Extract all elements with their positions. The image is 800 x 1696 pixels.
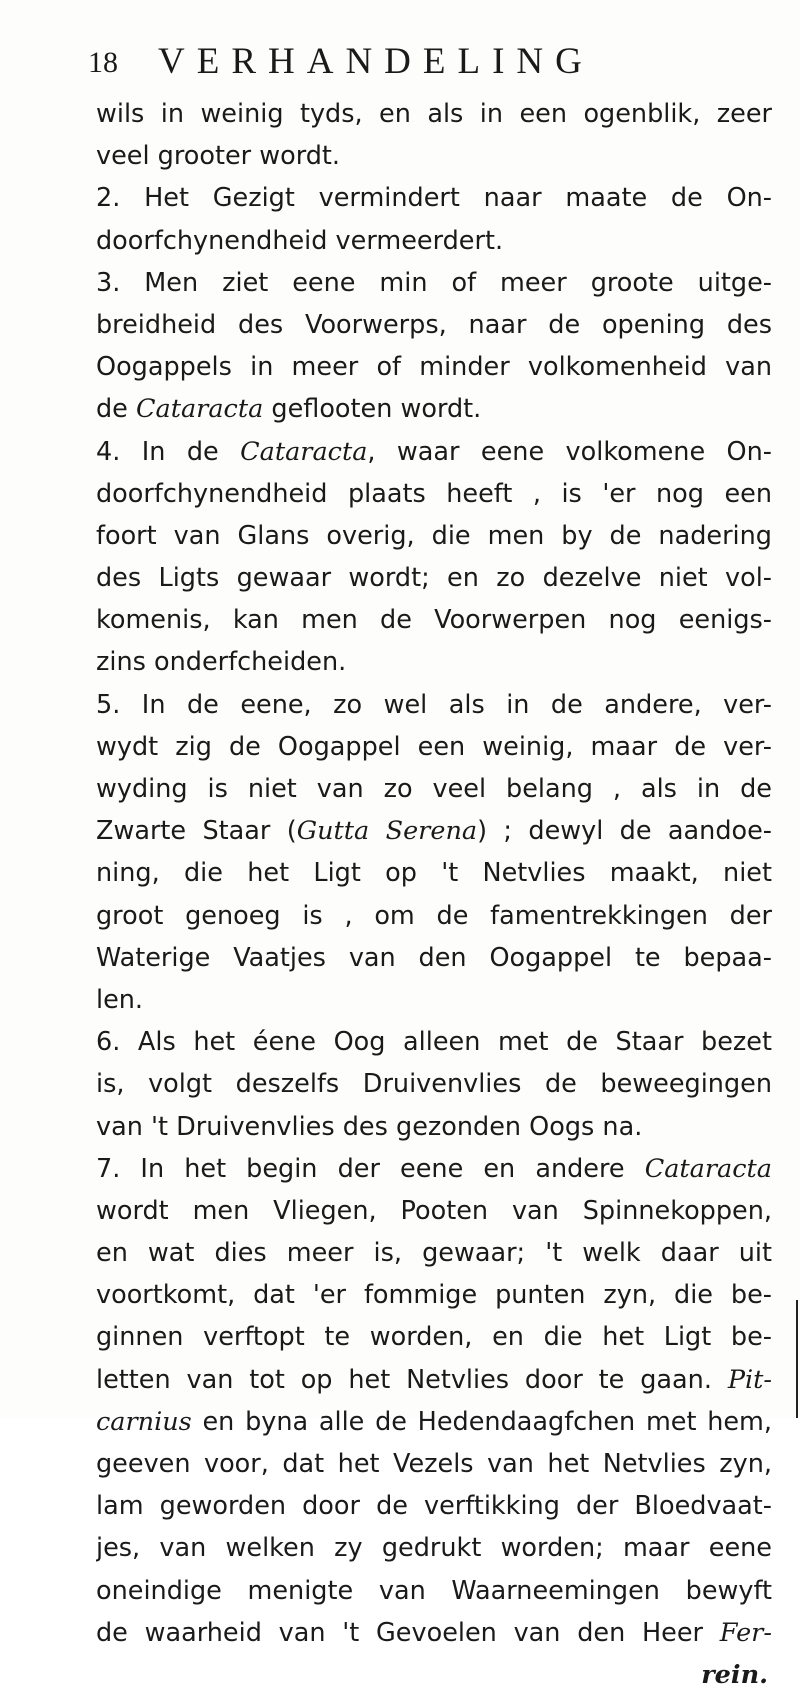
text-segment: Zwarte Staar ( (96, 816, 297, 847)
text-line: 5. In de eene, zo wel als in de andere, ver- (96, 689, 772, 720)
text-segment: 7. In het begin der eene en andere (96, 1153, 645, 1184)
text-line: en wat dies meer is, gewaar; 't welk daar uit (96, 1238, 772, 1269)
text-line: oneindige menigte van Waarneemingen bewyft (96, 1575, 772, 1606)
text-segment: en byna alle de Hedendaagfchen met hem, (191, 1406, 772, 1437)
text-line (96, 1612, 772, 1654)
text-line: wils in weinig tyds, en als in een ogenblik, zeer (96, 99, 772, 129)
text-line: 3. Men ziet eene min of meer groote uitge- (96, 267, 772, 298)
italic-term: Cataracta (644, 1153, 772, 1184)
text-line: 2. Het Gezigt vermindert naar maate de On- (96, 183, 772, 214)
text-line: doorfchynendheid vermeerdert. (96, 225, 504, 256)
catchword: rein. (701, 1659, 768, 1690)
text-line: ginnen verftopt te worden, en die het Ligt be- (96, 1322, 772, 1353)
text-line: foort van Glans overig, die men by de nadering (96, 520, 772, 551)
text-line (96, 431, 772, 473)
text-line: wyding is niet van zo veel belang , als in de (96, 774, 772, 804)
italic-term: Gutta Serena (296, 816, 478, 847)
text-line: voortkomt, dat 'er fommige punten zyn, die be- (96, 1280, 772, 1311)
running-head (88, 32, 768, 90)
text-line: groot genoeg is , om de famentrekkingen der (96, 900, 772, 931)
text-line (96, 1401, 772, 1443)
text-line: des Ligts gewaar wordt; en zo dezelve niet vol- (96, 563, 772, 594)
text-line (96, 1359, 772, 1401)
page-number: 18 (88, 46, 118, 79)
italic-term: Pit- (727, 1364, 772, 1395)
text-line: 6. Als het éene Oog alleen met de Staar bezet (96, 1027, 772, 1058)
italic-term: carnius (96, 1406, 192, 1437)
italic-term: Fer- (719, 1617, 772, 1648)
text-segment: de (96, 394, 136, 425)
text-line: komenis, kan men de Voorwerpen nog eenigs- (96, 605, 772, 636)
text-line: geeven voor, dat het Vezels van het Netvlies zyn, (96, 1449, 772, 1479)
text-line: lam geworden door de verftikking der Bloedvaat- (96, 1491, 772, 1522)
text-line: Oogappels in meer of minder volkomenheid van (96, 352, 772, 383)
text-line: veel grooter wordt. (96, 141, 341, 172)
text-line (96, 1148, 772, 1190)
text-line (96, 388, 772, 430)
running-title: VERHANDELING (158, 41, 594, 82)
text-line: len. (96, 984, 144, 1015)
text-segment: ) ; dewyl de aandoe- (477, 816, 772, 847)
text-line: jes, van welken zy gedrukt worden; maar eene (96, 1533, 772, 1564)
italic-term: Cataracta (240, 436, 368, 467)
text-line: van 't Druivenvlies des gezonden Oogs na. (96, 1111, 643, 1142)
body-text (96, 93, 772, 1696)
text-segment: de waarheid van 't Gevoelen van den Heer (96, 1617, 720, 1648)
text-segment: geflooten wordt. (263, 394, 482, 425)
page-edge-shadow (796, 1300, 798, 1418)
text-line: breidheid des Voorwerps, naar de opening des (96, 309, 772, 340)
text-segment: , waar eene volkomene On- (367, 436, 772, 467)
text-line: is, volgt deszelfs Druivenvlies de beweegingen (96, 1069, 772, 1100)
text-line: ning, die het Ligt op 't Netvlies maakt, niet (96, 858, 772, 889)
text-line (96, 810, 772, 852)
text-line: wydt zig de Oogappel een weinig, maar de ver- (96, 731, 772, 762)
text-segment: 4. In de (96, 436, 241, 467)
text-line: zins onderfcheiden. (96, 647, 347, 678)
text-line: wordt men Vliegen, Pooten van Spinnekoppen, (96, 1195, 772, 1226)
text-segment: letten van tot op het Netvlies door te gaan. (96, 1364, 728, 1395)
text-line: doorfchynendheid plaats heeft , is 'er nog een (96, 478, 772, 509)
text-line: Waterige Vaatjes van den Oogappel te bepaa- (96, 942, 772, 973)
italic-term: Cataracta (135, 394, 264, 425)
